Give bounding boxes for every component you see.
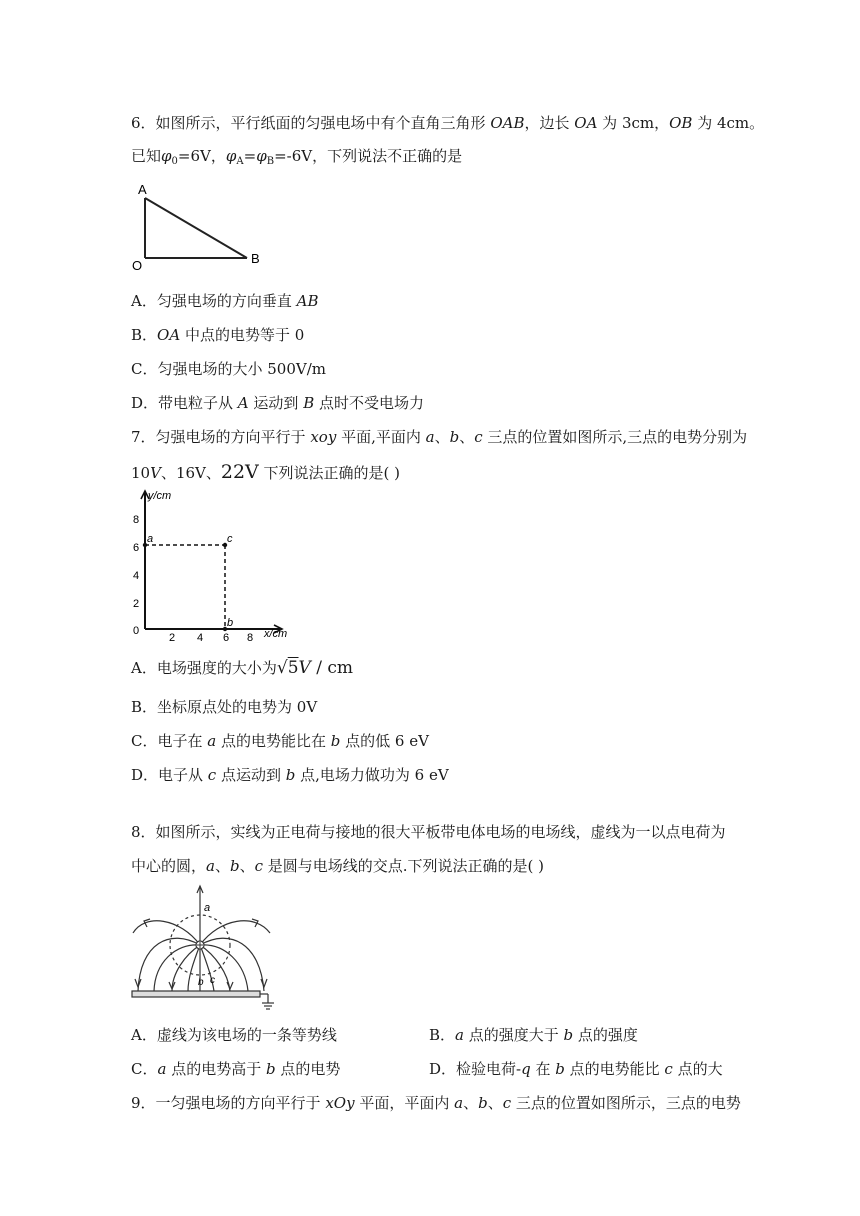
q8-field-lines-figure bbox=[130, 883, 275, 1013]
q8-option-c: C．a 点的电势高于 b 点的电势 bbox=[131, 1060, 341, 1078]
q6-option-c: C．匀强电场的大小 500V/m bbox=[131, 360, 326, 378]
q6-triangle-figure bbox=[132, 178, 272, 272]
svg-text:6: 6 bbox=[133, 542, 140, 554]
svg-text:8: 8 bbox=[247, 632, 254, 641]
svg-text:8: 8 bbox=[133, 514, 140, 526]
q7-option-c: C．电子在 a 点的电势能比在 b 点的低 6 eV bbox=[131, 732, 429, 750]
q6-option-d: D．带电粒子从 A 运动到 B 点时不受电场力 bbox=[131, 394, 424, 412]
q9-stem-line1: 9．一匀强电场的方向平行于 xOy 平面，平面内 a、b、c 三点的位置如图所示，三点的电势 bbox=[131, 1094, 741, 1112]
svg-text:a: a bbox=[147, 533, 154, 545]
svg-text:c: c bbox=[227, 533, 233, 545]
q8-option-a: A．虚线为该电场的一条等势线 bbox=[131, 1026, 337, 1044]
q6-option-b: B．OA 中点的电势等于 0 bbox=[131, 326, 305, 344]
q7-coordinate-figure bbox=[130, 489, 295, 641]
q7-stem-line1: 7．匀强电场的方向平行于 xoy 平面,平面内 a、b、c 三点的位置如图所示,三点的电势分别为 bbox=[131, 428, 748, 446]
svg-text:2: 2 bbox=[133, 598, 140, 610]
q8-stem-line1: 8．如图所示，实线为正电荷与接地的很大平板带电体电场的电场线，虚线为一以点电荷为 bbox=[131, 823, 726, 841]
q6-option-a: A．匀强电场的方向垂直 AB bbox=[131, 292, 319, 310]
q8-option-b: B．a 点的强度大于 b 点的强度 bbox=[429, 1026, 638, 1044]
q7-option-a: A．电场强度的大小为√5V / cm bbox=[131, 658, 353, 678]
svg-text:6: 6 bbox=[223, 632, 230, 641]
svg-text:O: O bbox=[132, 258, 143, 272]
svg-text:4: 4 bbox=[197, 632, 204, 641]
svg-text:4: 4 bbox=[133, 570, 140, 582]
svg-text:b: b bbox=[227, 617, 234, 629]
svg-text:0: 0 bbox=[133, 625, 140, 637]
q8-stem-line2: 中心的圆，a、b、c 是圆与电场线的交点.下列说法正确的是( ) bbox=[131, 857, 545, 875]
q7-option-d: D．电子从 c 点运动到 b 点,电场力做功为 6 eV bbox=[131, 766, 449, 784]
q7-stem-line2: 10V、16V、22V 下列说法正确的是( ) bbox=[131, 461, 401, 483]
svg-text:B: B bbox=[251, 251, 260, 266]
q7-option-b: B．坐标原点处的电势为 0V bbox=[131, 698, 318, 716]
q6-stem-line2: 已知$\varphi_0=6V$，$\varphi_A=\varphi_B=-6V$，下列说法不正确的是 bbox=[131, 147, 463, 167]
svg-text:x/cm: x/cm bbox=[264, 628, 288, 640]
svg-text:c: c bbox=[210, 975, 215, 986]
q6-stem-line1: 6．如图所示，平行纸面的匀强电场中有个直角三角形 OAB，边长 OA 为 3cm，OB 为 4cm。 bbox=[131, 114, 765, 132]
svg-text:a: a bbox=[204, 902, 211, 914]
q8-option-d: D．检验电荷-q 在 b 点的电势能比 c 点的大 bbox=[429, 1060, 723, 1078]
svg-text:y/cm: y/cm bbox=[148, 490, 172, 502]
svg-text:A: A bbox=[138, 182, 147, 197]
svg-text:b: b bbox=[198, 977, 204, 988]
svg-text:2: 2 bbox=[169, 632, 176, 641]
